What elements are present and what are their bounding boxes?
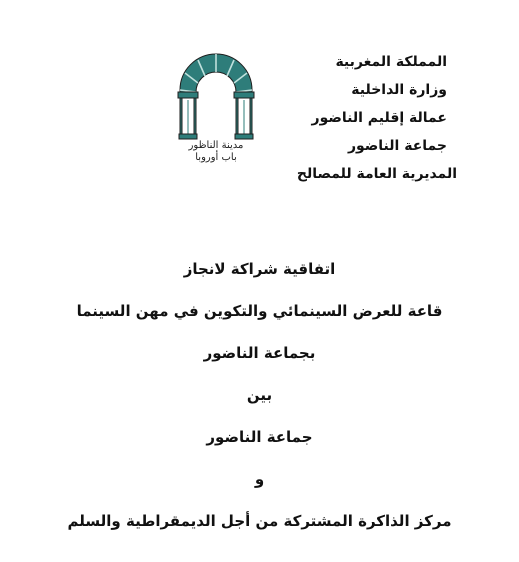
header-kingdom: المملكة المغربية (335, 54, 447, 70)
agreement-title (0, 248, 519, 542)
administrative-header (227, 48, 457, 188)
arch-gate-icon (174, 48, 258, 140)
logo-caption-city: مدينة الناظور (188, 140, 244, 151)
header-directorate: المديرية العامة للمصالح (296, 166, 457, 182)
header-ministry: وزارة الداخلية (351, 82, 447, 98)
title-party-two: مركز الذاكرة المشتركة من أجل الديمقراطية والسلم (67, 512, 452, 530)
city-logo (174, 48, 258, 168)
title-between: بين (246, 386, 273, 404)
title-project: قاعة للعرض السينمائي والتكوين في مهن السينما (76, 302, 443, 320)
title-location: بجماعة الناضور (203, 344, 316, 362)
header-prefecture: عمالة إقليم الناضور (311, 110, 447, 126)
title-and: و (254, 470, 265, 488)
header-commune: جماعة الناضور (347, 138, 447, 154)
title-agreement: اتفاقية شراكة لانجاز (183, 260, 336, 278)
logo-caption-slogan: باب أوروبا (195, 152, 237, 163)
title-party-one: جماعة الناضور (206, 428, 313, 446)
